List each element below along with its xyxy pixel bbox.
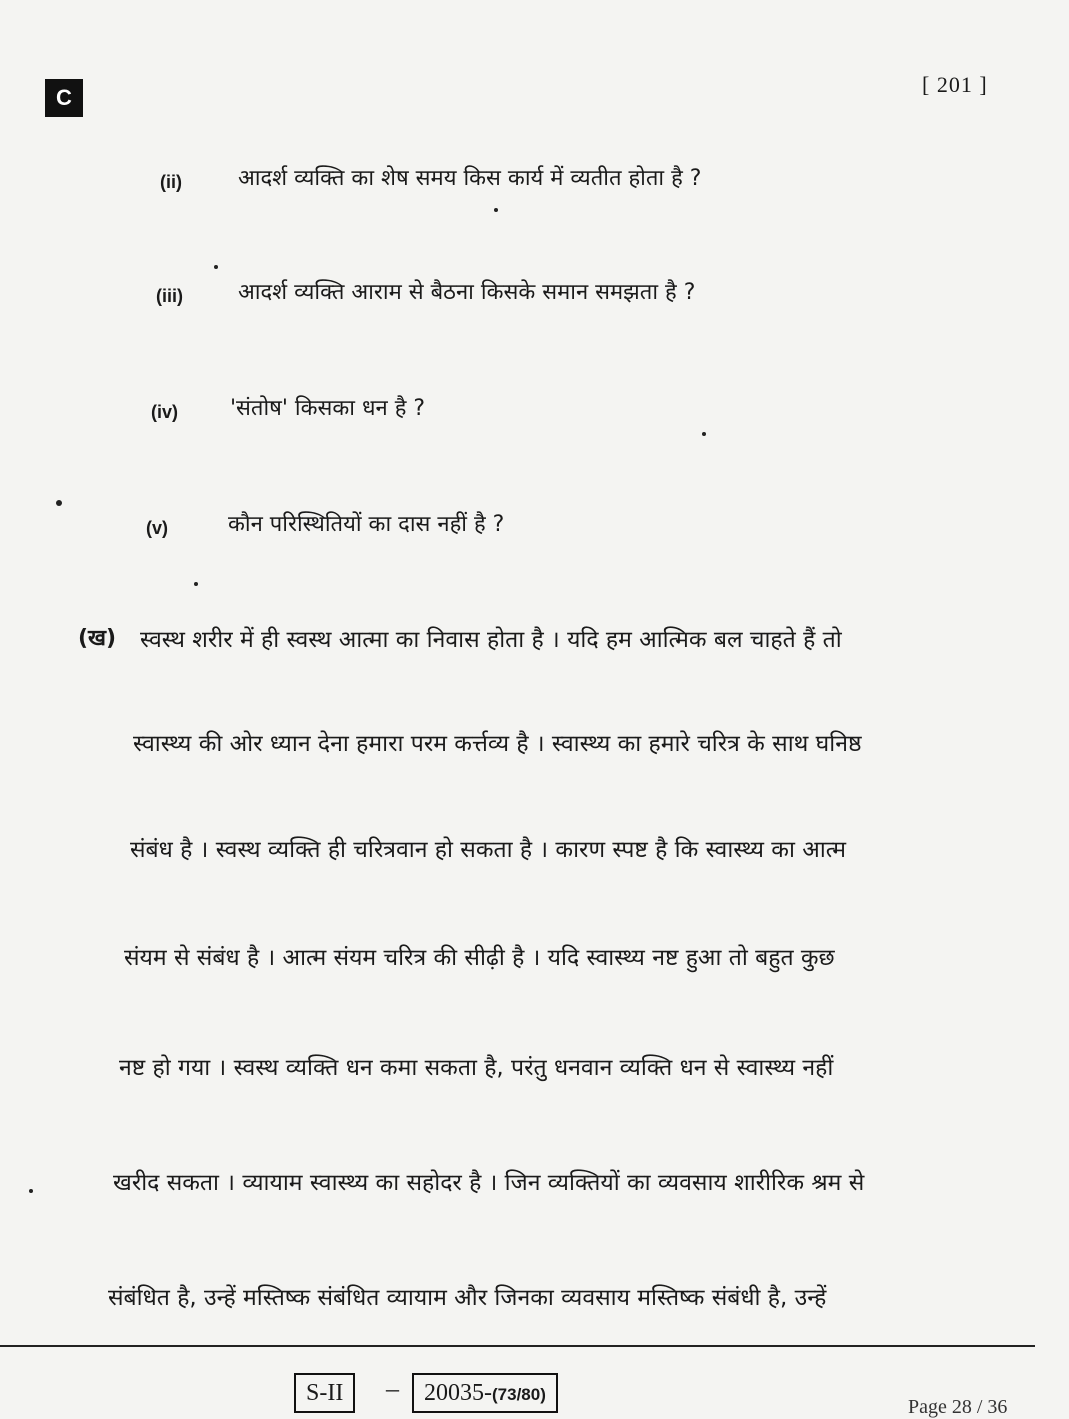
scan-speck — [702, 432, 706, 436]
set-badge: C — [45, 79, 83, 117]
passage-line: नष्ट हो गया । स्वस्थ व्यक्ति धन कमा सकता है, परंतु धनवान व्यक्ति धन से स्वास्थ्य नहीं — [119, 1055, 834, 1081]
passage-line: संबंधित है, उन्हें मस्तिष्क संबंधित व्यायाम और जिनका व्यवसाय मस्तिष्क संबंधी है, उन्हें — [108, 1285, 827, 1311]
footer-separator: – — [386, 1374, 399, 1403]
question-text: आदर्श व्यक्ति आराम से बैठना किसके समान समझता है ? — [238, 280, 696, 305]
paper-code-box — [412, 1373, 558, 1413]
question-number: (ii) — [160, 172, 182, 192]
paper-code: 20035- — [424, 1380, 492, 1406]
footer-rule — [0, 1345, 1035, 1347]
question-text: कौन परिस्थितियों का दास नहीं है ? — [228, 512, 505, 537]
passage-line: स्वास्थ्य की ओर ध्यान देना हमारा परम कर्त्तव्य है । स्वास्थ्य का हमारे चरित्र के साथ घनिष्ठ — [133, 731, 862, 757]
scan-speck — [194, 582, 198, 586]
question-text: आदर्श व्यक्ति का शेष समय किस कार्य में व्यतीत होता है ? — [238, 166, 702, 191]
passage-line: संबंध है । स्वस्थ व्यक्ति ही चरित्रवान हो सकता है । कारण स्पष्ट है कि स्वास्थ्य का आत्म — [130, 837, 846, 863]
scan-speck — [29, 1189, 33, 1193]
question-number: (iv) — [151, 402, 178, 422]
page-number: [ 201 ] — [922, 72, 988, 97]
page-footer: Page 28 / 36 — [908, 1396, 1008, 1418]
passage-line: खरीद सकता । व्यायाम स्वास्थ्य का सहोदर है । जिन व्यक्तियों का व्यवसाय शारीरिक श्रम से — [113, 1170, 865, 1196]
scan-speck — [494, 208, 498, 212]
passage-line: स्वस्थ शरीर में ही स्वस्थ आत्मा का निवास होता है । यदि हम आत्मिक बल चाहते हैं तो — [140, 627, 842, 653]
series-box — [294, 1373, 355, 1413]
series-code: S-II — [306, 1380, 344, 1406]
scan-speck — [214, 265, 218, 269]
paper-code-suffix: (73/80) — [492, 1385, 546, 1404]
question-number: (iii) — [156, 286, 183, 306]
passage-label: (ख) — [78, 626, 117, 651]
question-text: 'संतोष' किसका धन है ? — [230, 396, 426, 421]
question-number: (v) — [146, 518, 168, 538]
scan-speck — [56, 500, 62, 506]
passage-line: संयम से संबंध है । आत्म संयम चरित्र की सीढ़ी है । यदि स्वास्थ्य नष्ट हुआ तो बहुत कुछ — [124, 945, 835, 971]
